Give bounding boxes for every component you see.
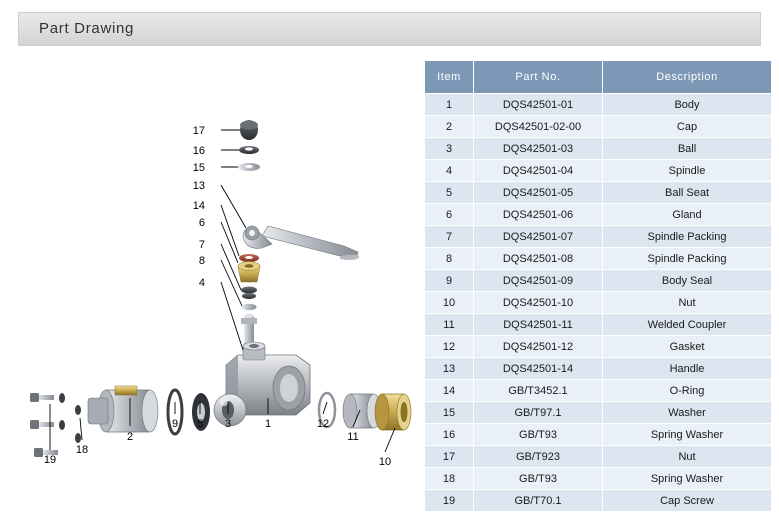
callout-13: 13 [192,180,205,192]
cell-item: 9 [425,270,474,292]
table-row [425,336,772,358]
cell-part-no: DQS42501-11 [474,314,603,336]
cap-screws-group [30,393,81,457]
cell-item: 3 [425,138,474,160]
cell-description: Welded Coupler [603,314,772,336]
table-row [425,138,772,160]
callout-14: 14 [192,200,205,212]
callout-11: 11 [347,431,359,443]
handle-part [243,226,359,260]
cell-item: 7 [425,226,474,248]
cell-item: 17 [425,446,474,468]
callout-7: 7 [198,239,205,251]
table-body [425,94,772,512]
cell-item: 1 [425,94,474,116]
cell-item: 8 [425,248,474,270]
cell-part-no: DQS42501-01 [474,94,603,116]
table-row [425,226,772,248]
callout-17: 17 [192,125,205,137]
cell-part-no: DQS42501-10 [474,292,603,314]
cell-description: Cap [603,116,772,138]
nut-part [375,394,411,430]
column-header-description: Description [603,61,772,94]
cell-part-no: DQS42501-06 [474,204,603,226]
cell-part-no: GB/T70.1 [474,490,603,512]
callout-8: 8 [198,255,205,267]
cell-part-no: GB/T93 [474,468,603,490]
callout-1: 1 [264,418,272,430]
cell-description: Spindle Packing [603,248,772,270]
table-row [425,292,772,314]
callout-2: 2 [126,431,134,443]
callout-19: 19 [43,454,57,466]
table-row [425,402,772,424]
cell-description: Ball Seat [603,182,772,204]
table-row [425,314,772,336]
callout-3: 3 [224,418,232,430]
column-header-item: Item [425,61,474,94]
table-row [425,358,772,380]
parts-table [424,60,772,512]
cell-description: Gasket [603,336,772,358]
cell-part-no: DQS42501-03 [474,138,603,160]
callout-6: 6 [198,217,205,229]
cell-description: Body [603,94,772,116]
column-header-part-no: Part No. [474,61,603,94]
table-row [425,182,772,204]
cell-part-no: DQS42501-04 [474,160,603,182]
vertical-parts-stack [238,120,359,362]
cell-item: 15 [425,402,474,424]
cell-item: 14 [425,380,474,402]
cell-description: Nut [603,292,772,314]
callout-5: 5 [196,418,204,430]
callout-9: 9 [171,418,179,430]
table-row [425,490,772,512]
cell-part-no: DQS42501-14 [474,358,603,380]
cell-part-no: DQS42501-08 [474,248,603,270]
cell-item: 2 [425,116,474,138]
cell-part-no: DQS42501-07 [474,226,603,248]
cell-description: Gland [603,204,772,226]
cell-part-no: DQS42501-12 [474,336,603,358]
cell-part-no: GB/T97.1 [474,402,603,424]
cell-item: 18 [425,468,474,490]
cell-description: Spindle [603,160,772,182]
cell-part-no: GB/T93 [474,424,603,446]
cell-part-no: DQS42501-02-00 [474,116,603,138]
table-row [425,468,772,490]
cell-item: 10 [425,292,474,314]
cell-part-no: GB/T923 [474,446,603,468]
table-row [425,446,772,468]
cell-description: Nut [603,446,772,468]
callout-12: 12 [316,418,330,430]
cell-part-no: GB/T3452.1 [474,380,603,402]
callout-18: 18 [75,444,89,456]
cell-item: 13 [425,358,474,380]
cell-description: Ball [603,138,772,160]
table-header-row [425,61,772,94]
table-row [425,94,772,116]
callout-10: 10 [378,456,392,468]
cell-item: 19 [425,490,474,512]
cell-item: 11 [425,314,474,336]
page-header [18,12,761,46]
cell-description: Spring Washer [603,468,772,490]
cell-part-no: DQS42501-05 [474,182,603,204]
callout-4: 4 [198,277,205,289]
cell-description: Spring Washer [603,424,772,446]
table-row [425,204,772,226]
cell-item: 12 [425,336,474,358]
table-row [425,380,772,402]
cell-description: Spindle Packing [603,226,772,248]
table-row [425,116,772,138]
cell-item: 6 [425,204,474,226]
cell-description: Cap Screw [603,490,772,512]
table-row [425,248,772,270]
table-row [425,424,772,446]
gland-part [238,262,260,283]
cell-item: 5 [425,182,474,204]
cell-item: 16 [425,424,474,446]
table-row [425,160,772,182]
exploded-part-drawing [0,50,420,491]
callout-16: 16 [192,145,205,157]
cell-item: 4 [425,160,474,182]
cell-description: Washer [603,402,772,424]
drawing-canvas [0,50,420,491]
table-row [425,270,772,292]
page-title: Part Drawing [39,20,135,37]
cell-description: Body Seal [603,270,772,292]
callout-15: 15 [192,162,205,174]
cell-part-no: DQS42501-09 [474,270,603,292]
cell-description: Handle [603,358,772,380]
cell-description: O-Ring [603,380,772,402]
cap-part [88,386,158,432]
